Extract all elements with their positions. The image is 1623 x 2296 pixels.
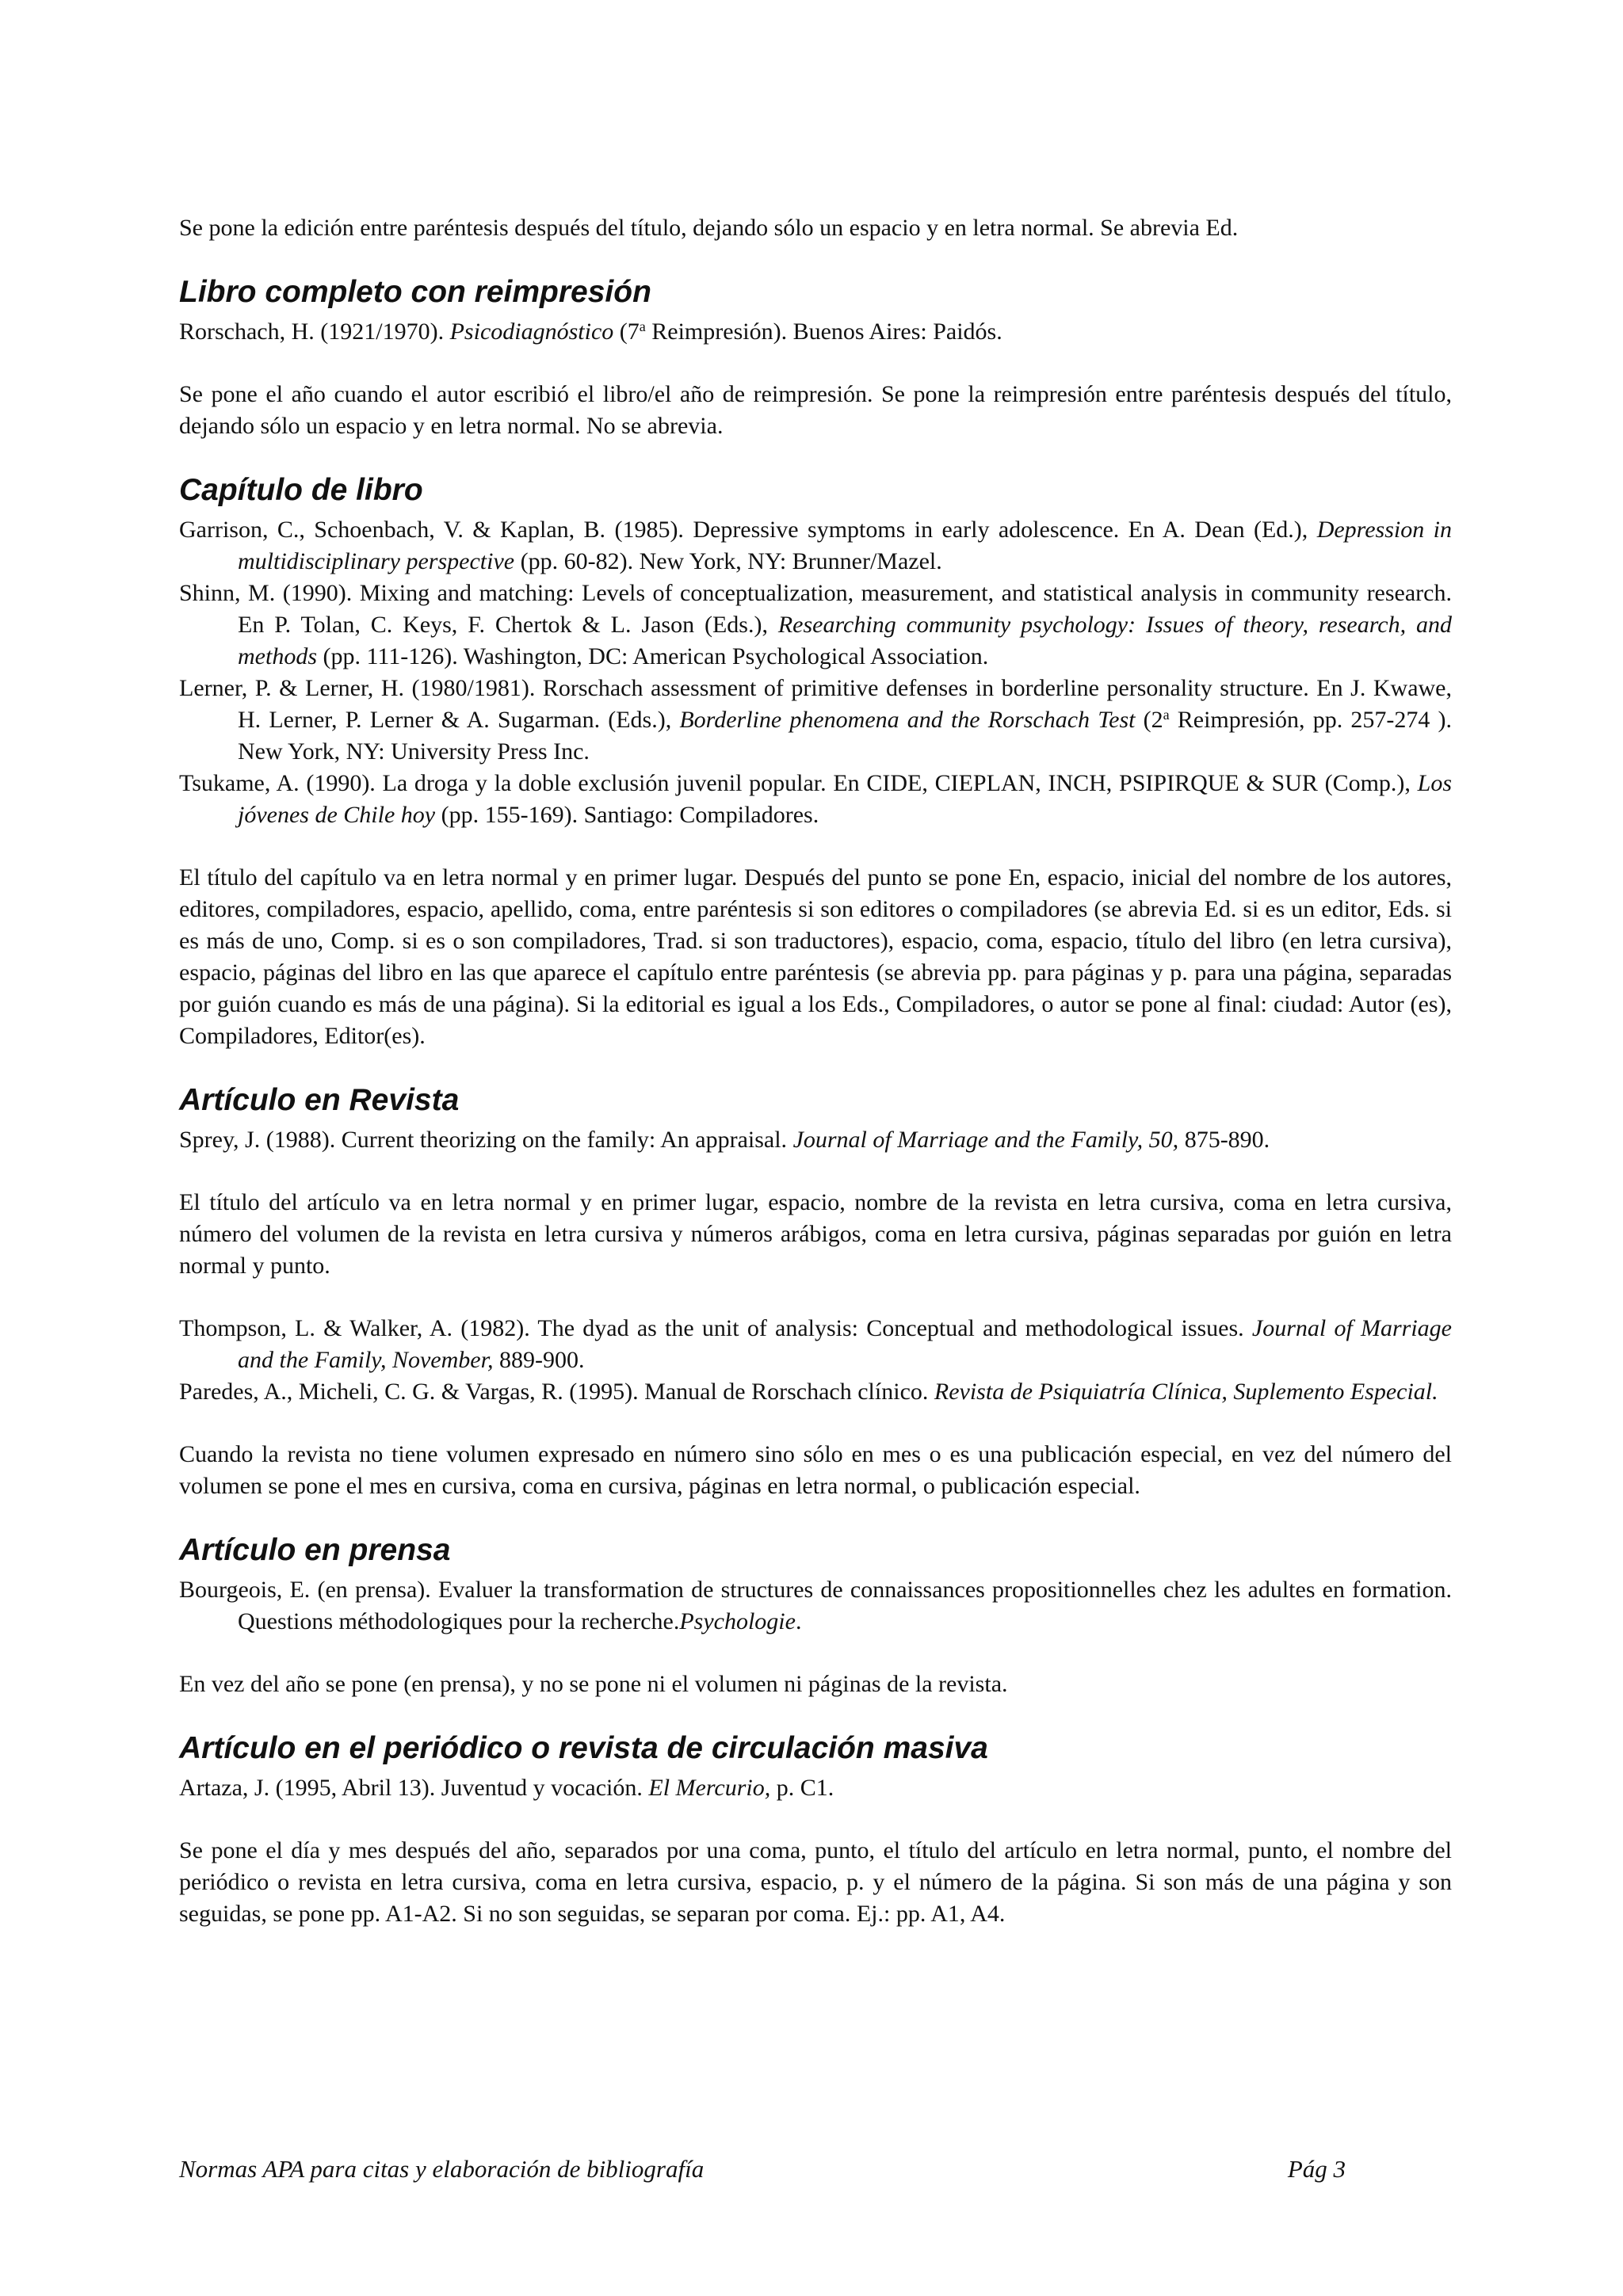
page-number: Pág 3: [1287, 2155, 1346, 2183]
ref-title: Revista de Psiquiatría Clínica, Suplemento Especial.: [934, 1379, 1438, 1405]
footer-title: Normas APA para citas y elaboración de bibliografía: [179, 2155, 705, 2183]
reference-paredes: [179, 1376, 1452, 1408]
ref-text: .: [795, 1608, 802, 1634]
ref-text: Thompson, L. & Walker, A. (1982). The dyad as the unit of analysis: Conceptual and methodological issues.: [179, 1315, 1252, 1341]
ref-text: (pp. 60-82). New York, NY: Brunner/Mazel.: [514, 548, 942, 574]
ref-text: (pp. 155-169). Santiago: Compiladores.: [435, 802, 819, 828]
reference-sprey: [179, 1124, 1452, 1156]
ref-text: Reimpresión). Buenos Aires: Paidós.: [645, 318, 1002, 345]
ref-title: Journal of Marriage and the Family, November,: [238, 1315, 1452, 1373]
reference-garrison: [179, 514, 1452, 578]
ref-superscript: a: [639, 318, 646, 334]
ref-title: El Mercurio,: [648, 1775, 771, 1801]
note-prensa: En vez del año se pone (en prensa), y no se pone ni el volumen ni páginas de la revista.: [179, 1671, 1008, 1697]
ref-text: 875-890.: [1178, 1127, 1270, 1153]
ref-text: Tsukame, A. (1990). La droga y la doble exclusión juvenil popular. En CIDE, CIEPLAN, INCH, PSIPIRQUE & SUR (Comp.),: [179, 770, 1418, 796]
ref-text: p. C1.: [770, 1775, 834, 1801]
heading-articulo-revista: Artículo en Revista: [179, 1083, 460, 1117]
ref-text: (2: [1135, 707, 1163, 733]
reference-lerner: [179, 673, 1452, 768]
note-revista-1: El título del artículo va en letra normal y en primer lugar, espacio, nombre de la revista en letra cursiva, coma en letra cursiva, número del volumen de la revista en letra cursiva y números arábigos, coma en letra cursiva, páginas separadas por guión en letra normal y punto.: [179, 1189, 1452, 1279]
ref-title: Psicodiagnóstico: [449, 318, 614, 345]
ref-text: Bourgeois, E. (en prensa). Evaluer la transformation de structures de connaissances propositionnelles chez les adultes en formation. Questions méthodologiques pour la recherche.: [179, 1577, 1452, 1634]
ref-text: Paredes, A., Micheli, C. G. & Vargas, R. (1995). Manual de Rorschach clínico.: [179, 1379, 934, 1405]
ref-title: Depression in multidisciplinary perspective: [238, 517, 1452, 574]
heading-libro-reimpresion: Libro completo con reimpresión: [179, 275, 651, 309]
heading-articulo-periodico: Artículo en el periódico o revista de circulación masiva: [179, 1731, 988, 1765]
note-periodico: Se pone el día y mes después del año, separados por una coma, punto, el título del artículo en letra normal, punto, el nombre del periódico o revista en letra cursiva, coma en letra cursiva, espacio, p. y el número de la página. Si son más de una página y son seguidas, se pone pp. A1-A2. Si no son seguidas, se separan por coma. Ej.: pp. A1, A4.: [179, 1837, 1452, 1927]
reference-tsukame: [179, 768, 1452, 831]
intro-paragraph: Se pone la edición entre paréntesis después del título, dejando sólo un espacio y en letra normal. Se abrevia Ed.: [179, 215, 1239, 241]
ref-text: Lerner, P. & Lerner, H. (1980/1981). Rorschach assessment of primitive defenses in borderline personality structure. En J. Kwawe, H. Lerner, P. Lerner & A. Sugarman. (Eds.),: [179, 675, 1452, 733]
note-revista-2: Cuando la revista no tiene volumen expresado en número sino sólo en mes o es una publicación especial, en vez del número del volumen se pone el mes en cursiva, coma en cursiva, páginas en letra normal, o publicación especial.: [179, 1441, 1452, 1499]
references-capitulo: [179, 514, 1452, 831]
ref-title: Borderline phenomena and the Rorschach Test: [679, 707, 1136, 733]
page-footer: [179, 2153, 1346, 2185]
ref-text: (pp. 111-126). Washington, DC: American Psychological Association.: [317, 643, 989, 669]
reference-bourgeois: [179, 1574, 1452, 1638]
note-capitulo: El título del capítulo va en letra normal y en primer lugar. Después del punto se pone En, espacio, inicial del nombre de los autores, editores, compiladores, espacio, apellido, coma, entre paréntesis si son editores o compiladores (se abrevia Ed. si es un editor, Eds. si es más de uno, Comp. si es o son compiladores, Trad. si son traductores), espacio, coma, espacio, título del libro (en letra cursiva), espacio, páginas del libro en las que aparece el capítulo entre paréntesis (se abrevia pp. para páginas y p. para una página, separadas por guión cuando es más de una página). Si la editorial es igual a los Eds., Compiladores, o autor se pone al final: ciudad: Autor (es), Compiladores, Editor(es).: [179, 864, 1452, 1049]
ref-superscript: a: [1163, 707, 1170, 723]
ref-text: Reimpresión, pp. 257-274 ). New York, NY: University Press Inc.: [238, 707, 1452, 765]
reference-shinn: [179, 578, 1452, 673]
note-reimpresion: Se pone el año cuando el autor escribió el libro/el año de reimpresión. Se pone la reimpresión entre paréntesis después del título, dejando sólo un espacio y en letra normal. No se abrevia.: [179, 381, 1452, 439]
reference-thompson: [179, 1313, 1452, 1376]
ref-title: Los jóvenes de Chile hoy: [238, 770, 1452, 828]
ref-text: Rorschach, H. (1921/1970).: [179, 318, 450, 345]
ref-text: (7: [613, 318, 640, 345]
ref-title: Journal of Marriage and the Family, 50,: [792, 1127, 1179, 1153]
ref-text: Garrison, C., Schoenbach, V. & Kaplan, B. (1985). Depressive symptoms in early adolescence. En A. Dean (Ed.),: [179, 517, 1317, 543]
ref-title: Psychologie: [679, 1608, 796, 1634]
ref-title: Researching community psychology: Issues of theory, research, and methods: [238, 612, 1452, 669]
ref-text: Artaza, J. (1995, Abril 13). Juventud y vocación.: [179, 1775, 649, 1801]
reference-rorschach: [179, 316, 1452, 348]
references-revista: [179, 1313, 1452, 1408]
reference-artaza: [179, 1772, 1452, 1804]
ref-text: Shinn, M. (1990). Mixing and matching: Levels of conceptualization, measurement, and statistical analysis in community research. En P. Tolan, C. Keys, F. Chertok & L. Jason (Eds.),: [179, 580, 1452, 638]
ref-text: Sprey, J. (1988). Current theorizing on the family: An appraisal.: [179, 1127, 793, 1153]
heading-articulo-prensa: Artículo en prensa: [179, 1533, 451, 1567]
heading-capitulo-libro: Capítulo de libro: [179, 473, 423, 507]
ref-text: 889-900.: [493, 1347, 585, 1373]
